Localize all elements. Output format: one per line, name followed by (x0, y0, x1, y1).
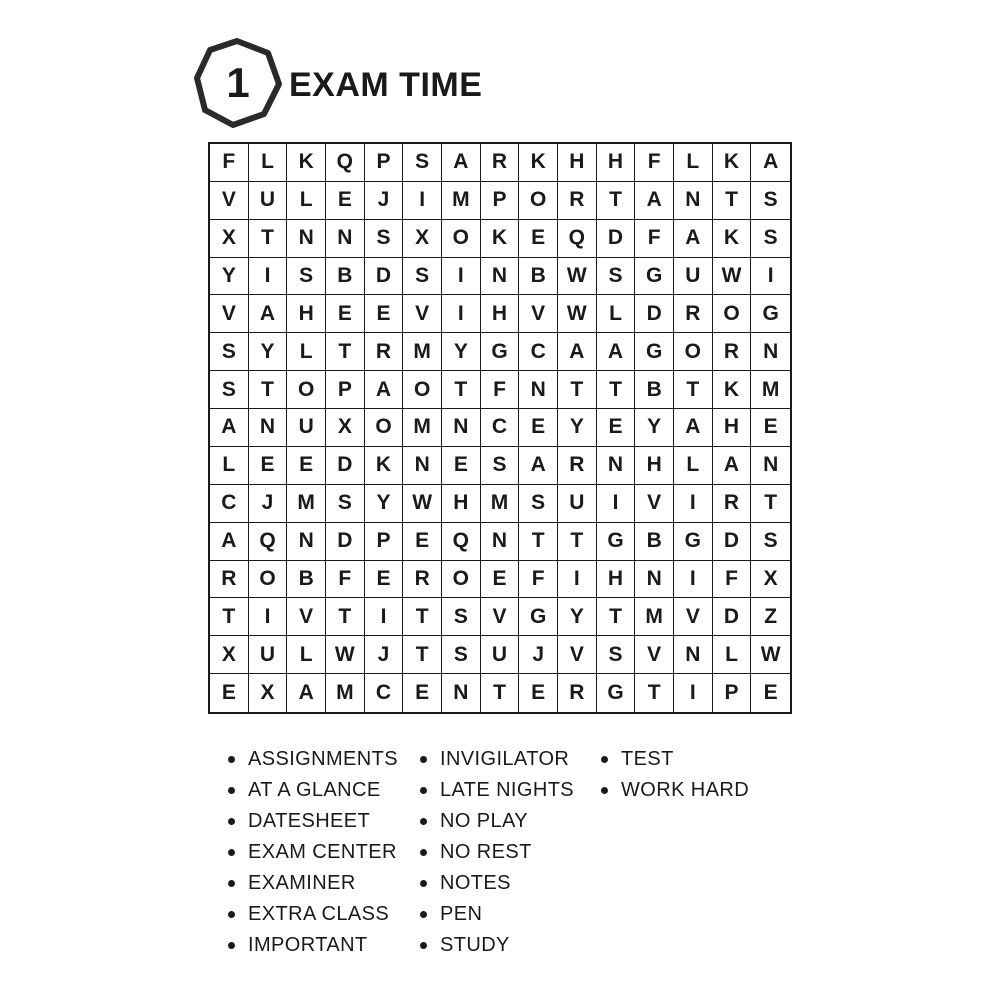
grid-cell[interactable]: S (210, 371, 249, 409)
grid-cell[interactable]: L (674, 144, 713, 182)
grid-cell[interactable]: E (365, 561, 404, 599)
word-label: IMPORTANT (248, 934, 368, 956)
grid-cell[interactable]: I (674, 485, 713, 523)
word-list-column-2 (420, 744, 574, 961)
grid-cell[interactable]: N (597, 447, 636, 485)
grid-cell[interactable]: R (558, 674, 597, 712)
grid-cell[interactable]: E (287, 447, 326, 485)
grid-cell[interactable]: D (713, 523, 752, 561)
grid-cell[interactable]: N (635, 561, 674, 599)
grid-cell[interactable]: O (674, 333, 713, 371)
word-list-item (420, 744, 574, 775)
grid-cell[interactable]: Y (558, 598, 597, 636)
bullet-icon (228, 942, 235, 949)
puzzle-number: 1 (226, 59, 250, 106)
grid-cell[interactable]: S (751, 220, 790, 258)
grid-cell[interactable]: T (751, 485, 790, 523)
grid-cell[interactable]: O (403, 371, 442, 409)
grid-cell[interactable]: U (674, 258, 713, 296)
word-label: ASSIGNMENTS (248, 748, 398, 770)
grid-cell[interactable]: W (558, 295, 597, 333)
grid-cell[interactable]: P (365, 523, 404, 561)
grid-cell[interactable]: G (635, 333, 674, 371)
grid-cell[interactable]: F (481, 371, 520, 409)
grid-cell[interactable]: K (713, 220, 752, 258)
grid-cell[interactable]: I (403, 182, 442, 220)
grid-cell[interactable]: P (365, 144, 404, 182)
grid-cell[interactable]: E (519, 674, 558, 712)
grid-cell[interactable]: H (597, 561, 636, 599)
grid-cell[interactable]: I (249, 598, 288, 636)
grid-cell[interactable]: B (635, 371, 674, 409)
grid-cell[interactable]: M (751, 371, 790, 409)
grid-cell[interactable]: E (403, 674, 442, 712)
grid-cell[interactable]: T (210, 598, 249, 636)
grid-cell[interactable]: A (558, 333, 597, 371)
word-list-item (420, 775, 574, 806)
grid-cell[interactable]: E (365, 295, 404, 333)
grid-cell[interactable]: A (597, 333, 636, 371)
grid-cell[interactable]: C (519, 333, 558, 371)
grid-cell[interactable]: B (635, 523, 674, 561)
grid-cell[interactable]: R (365, 333, 404, 371)
grid-cell[interactable]: I (674, 561, 713, 599)
puzzle-title: EXAM TIME (289, 66, 483, 104)
grid-cell[interactable]: U (287, 409, 326, 447)
grid-cell[interactable]: A (210, 523, 249, 561)
word-list-item (601, 775, 749, 806)
word-list-item (228, 744, 398, 775)
grid-cell[interactable]: S (287, 258, 326, 296)
grid-cell[interactable]: N (481, 523, 520, 561)
grid-cell[interactable]: T (249, 371, 288, 409)
grid-cell[interactable]: V (558, 636, 597, 674)
grid-cell[interactable]: L (287, 636, 326, 674)
grid-cell[interactable]: T (597, 598, 636, 636)
grid-cell[interactable]: O (287, 371, 326, 409)
grid-cell[interactable]: Y (635, 409, 674, 447)
grid-cell[interactable]: E (210, 674, 249, 712)
grid-cell[interactable]: R (558, 447, 597, 485)
word-label: TEST (621, 748, 674, 770)
grid-cell[interactable]: R (403, 561, 442, 599)
grid-cell[interactable]: T (674, 371, 713, 409)
word-label: LATE NIGHTS (440, 779, 575, 801)
grid-cell[interactable]: C (481, 409, 520, 447)
grid-cell[interactable]: V (287, 598, 326, 636)
grid-cell[interactable]: H (713, 409, 752, 447)
grid-cell[interactable]: A (249, 295, 288, 333)
grid-cell[interactable]: S (403, 258, 442, 296)
bullet-icon (420, 818, 427, 825)
grid-cell[interactable]: S (751, 523, 790, 561)
grid-cell[interactable]: T (519, 523, 558, 561)
grid-cell[interactable]: X (210, 636, 249, 674)
grid-cell[interactable]: A (635, 182, 674, 220)
grid-cell[interactable]: I (597, 485, 636, 523)
grid-cell[interactable]: O (442, 220, 481, 258)
bullet-icon (420, 787, 427, 794)
grid-cell[interactable]: S (751, 182, 790, 220)
grid-cell[interactable]: Q (442, 523, 481, 561)
bullet-icon (601, 787, 608, 794)
grid-cell[interactable]: T (403, 636, 442, 674)
bullet-icon (420, 880, 427, 887)
word-label: EXAM CENTER (248, 841, 397, 863)
word-list-item (420, 930, 574, 961)
grid-cell[interactable]: V (210, 182, 249, 220)
grid-cell[interactable]: N (249, 409, 288, 447)
grid-cell[interactable]: X (249, 674, 288, 712)
grid-cell[interactable]: C (210, 485, 249, 523)
word-list-item (228, 775, 398, 806)
grid-cell[interactable]: N (442, 674, 481, 712)
grid-cell[interactable]: J (365, 636, 404, 674)
grid-cell[interactable]: U (558, 485, 597, 523)
grid-cell[interactable]: S (481, 447, 520, 485)
grid-cell[interactable]: I (442, 258, 481, 296)
grid-cell[interactable]: M (287, 485, 326, 523)
word-list-column-3 (601, 744, 749, 806)
grid-cell[interactable]: A (674, 220, 713, 258)
grid-cell[interactable]: R (558, 182, 597, 220)
grid-cell[interactable]: T (713, 182, 752, 220)
puzzle-header (193, 38, 613, 128)
word-label: PEN (440, 903, 483, 925)
grid-cell[interactable]: M (403, 409, 442, 447)
grid-cell[interactable]: S (403, 144, 442, 182)
grid-cell[interactable]: E (249, 447, 288, 485)
grid-cell[interactable]: X (751, 561, 790, 599)
grid-cell[interactable]: T (597, 182, 636, 220)
grid-cell[interactable]: Y (442, 333, 481, 371)
grid-cell[interactable]: T (635, 674, 674, 712)
bullet-icon (420, 911, 427, 918)
grid-cell[interactable]: H (558, 144, 597, 182)
word-list-column-1 (228, 744, 398, 961)
word-list-item (228, 930, 398, 961)
grid-cell[interactable]: N (326, 220, 365, 258)
grid-cell[interactable]: F (519, 561, 558, 599)
word-list-item (228, 868, 398, 899)
grid-cell[interactable]: E (751, 409, 790, 447)
grid-cell[interactable]: Y (558, 409, 597, 447)
grid-cell[interactable]: G (519, 598, 558, 636)
grid-cell[interactable]: M (635, 598, 674, 636)
grid-cell[interactable]: S (519, 485, 558, 523)
grid-cell[interactable]: Z (751, 598, 790, 636)
grid-cell[interactable]: K (713, 144, 752, 182)
grid-cell[interactable]: G (751, 295, 790, 333)
grid-cell[interactable]: F (635, 220, 674, 258)
grid-cell[interactable]: H (481, 295, 520, 333)
word-label: STUDY (440, 934, 510, 956)
grid-cell[interactable]: N (442, 409, 481, 447)
word-label: EXTRA CLASS (248, 903, 390, 925)
puzzle-number-badge (193, 38, 283, 128)
grid-cell[interactable]: O (519, 182, 558, 220)
grid-cell[interactable]: N (674, 636, 713, 674)
grid-cell[interactable]: D (635, 295, 674, 333)
grid-cell[interactable]: F (210, 144, 249, 182)
grid-cell[interactable]: T (558, 523, 597, 561)
bullet-icon (228, 818, 235, 825)
grid-cell[interactable]: Q (326, 144, 365, 182)
word-list-item (228, 806, 398, 837)
grid-cell[interactable]: S (365, 220, 404, 258)
grid-cell[interactable]: R (713, 333, 752, 371)
grid-cell[interactable]: B (326, 258, 365, 296)
grid-cell[interactable]: T (326, 333, 365, 371)
grid-cell[interactable]: V (635, 485, 674, 523)
grid-cell[interactable]: A (287, 674, 326, 712)
word-label: NO PLAY (440, 810, 529, 832)
grid-cell[interactable]: G (674, 523, 713, 561)
grid-cell[interactable]: O (713, 295, 752, 333)
grid-cell[interactable]: E (326, 295, 365, 333)
word-label: WORK HARD (621, 779, 750, 801)
grid-cell[interactable]: Y (249, 333, 288, 371)
grid-cell[interactable]: X (210, 220, 249, 258)
grid-cell[interactable]: N (287, 220, 326, 258)
grid-cell[interactable]: A (674, 409, 713, 447)
grid-cell[interactable]: T (249, 220, 288, 258)
grid-cell[interactable]: S (597, 258, 636, 296)
bullet-icon (228, 756, 235, 763)
grid-cell[interactable]: N (403, 447, 442, 485)
grid-cell[interactable]: E (519, 409, 558, 447)
grid-cell[interactable]: K (287, 144, 326, 182)
word-label: NO REST (440, 841, 532, 863)
grid-cell[interactable]: X (403, 220, 442, 258)
grid-cell[interactable]: I (558, 561, 597, 599)
word-list-item (601, 744, 749, 775)
grid-cell[interactable]: G (597, 523, 636, 561)
grid-cell[interactable]: J (519, 636, 558, 674)
grid-cell[interactable]: T (597, 371, 636, 409)
bullet-icon (420, 849, 427, 856)
grid-cell[interactable]: M (326, 674, 365, 712)
grid-cell[interactable]: Y (210, 258, 249, 296)
grid-cell[interactable]: B (519, 258, 558, 296)
grid-cell[interactable]: P (481, 182, 520, 220)
grid-cell[interactable]: E (763, 681, 778, 705)
grid-cell[interactable]: L (597, 295, 636, 333)
grid-cell[interactable]: E (403, 523, 442, 561)
grid-cell[interactable]: F (713, 561, 752, 599)
grid-cell[interactable]: W (326, 636, 365, 674)
word-label: EXAMINER (248, 872, 356, 894)
grid-cell[interactable]: D (597, 220, 636, 258)
grid-cell[interactable]: T (326, 598, 365, 636)
word-list-item (420, 868, 574, 899)
word-list-item (420, 899, 574, 930)
grid-cell[interactable]: A (442, 144, 481, 182)
grid-cell[interactable]: H (597, 144, 636, 182)
grid-cell[interactable]: H (287, 295, 326, 333)
grid-cell[interactable]: G (481, 333, 520, 371)
grid-cell[interactable]: F (635, 144, 674, 182)
grid-cell[interactable]: Q (558, 220, 597, 258)
grid-cell[interactable]: R (210, 561, 249, 599)
grid-cell[interactable]: L (287, 333, 326, 371)
bullet-icon (228, 849, 235, 856)
grid-cell[interactable]: V (210, 295, 249, 333)
grid-cell[interactable]: E (597, 409, 636, 447)
grid-cell[interactable]: R (713, 485, 752, 523)
grid-cell[interactable]: S (210, 333, 249, 371)
grid-cell[interactable]: O (442, 561, 481, 599)
word-label: INVIGILATOR (440, 748, 570, 770)
grid-cell[interactable]: K (519, 144, 558, 182)
grid-cell[interactable]: L (249, 144, 288, 182)
grid-cell[interactable]: D (326, 523, 365, 561)
grid-cell[interactable]: P (713, 674, 752, 712)
grid-cell[interactable]: N (519, 371, 558, 409)
word-list-item (228, 899, 398, 930)
grid-cell[interactable]: G (635, 258, 674, 296)
grid-cell[interactable]: S (442, 598, 481, 636)
grid-cell[interactable]: N (287, 523, 326, 561)
word-search-grid (208, 142, 792, 714)
grid-cell[interactable]: D (713, 598, 752, 636)
grid-cell[interactable]: A (210, 409, 249, 447)
grid-cell[interactable]: S (326, 485, 365, 523)
grid-cell[interactable]: T (403, 598, 442, 636)
grid-cell[interactable]: N (751, 333, 790, 371)
grid-cell[interactable]: J (249, 485, 288, 523)
grid-cell[interactable]: N (481, 258, 520, 296)
grid-cell[interactable]: W (713, 258, 752, 296)
grid-cell[interactable]: V (519, 295, 558, 333)
grid-cell[interactable]: A (713, 447, 752, 485)
grid-cell[interactable]: V (674, 598, 713, 636)
grid-cell[interactable]: K (365, 447, 404, 485)
grid-cell[interactable]: L (713, 636, 752, 674)
grid-cell[interactable]: D (365, 258, 404, 296)
grid-cell[interactable]: J (365, 182, 404, 220)
grid-cell[interactable]: L (210, 447, 249, 485)
grid-cell[interactable]: A (751, 144, 790, 182)
grid-cell[interactable]: O (249, 561, 288, 599)
grid-cell[interactable]: M (403, 333, 442, 371)
word-list-item (420, 837, 574, 868)
grid-cell[interactable]: G (597, 674, 636, 712)
grid-cell[interactable]: X (326, 409, 365, 447)
grid-cell[interactable]: F (326, 561, 365, 599)
word-list-item (420, 806, 574, 837)
grid-cell[interactable]: N (674, 182, 713, 220)
grid-cell[interactable]: T (481, 674, 520, 712)
grid-cell[interactable]: V (635, 636, 674, 674)
grid-cell[interactable]: A (519, 447, 558, 485)
grid-cell[interactable]: I (365, 598, 404, 636)
bullet-icon (228, 911, 235, 918)
grid-cell[interactable]: K (713, 371, 752, 409)
bullet-icon (601, 756, 608, 763)
grid-cell[interactable]: E (442, 447, 481, 485)
bullet-icon (420, 756, 427, 763)
grid-cell[interactable]: N (751, 447, 790, 485)
grid-cell[interactable]: E (481, 561, 520, 599)
grid-cell[interactable]: Q (249, 523, 288, 561)
bullet-icon (228, 880, 235, 887)
grid-cell[interactable]: O (365, 409, 404, 447)
grid-cell[interactable]: V (403, 295, 442, 333)
grid-cell[interactable]: E (519, 220, 558, 258)
bullet-icon (228, 787, 235, 794)
grid-cell[interactable]: T (558, 371, 597, 409)
grid-cell[interactable]: L (287, 182, 326, 220)
grid-cell[interactable]: W (403, 485, 442, 523)
grid-cell[interactable]: I (249, 258, 288, 296)
grid-cell[interactable]: E (326, 182, 365, 220)
grid-cell[interactable]: I (674, 674, 713, 712)
grid-cell[interactable]: R (481, 144, 520, 182)
grid-cell[interactable]: H (635, 447, 674, 485)
grid-cell[interactable]: W (751, 636, 790, 674)
grid-cell[interactable]: M (442, 182, 481, 220)
grid-cell[interactable]: K (481, 220, 520, 258)
grid-cell[interactable]: A (365, 371, 404, 409)
word-list-item (228, 837, 398, 868)
grid-cell[interactable]: D (326, 447, 365, 485)
grid-cell[interactable]: S (442, 636, 481, 674)
grid-cell[interactable]: U (249, 636, 288, 674)
grid-cell[interactable]: W (558, 258, 597, 296)
grid-cell[interactable]: L (674, 447, 713, 485)
word-label: DATESHEET (248, 810, 371, 832)
word-label: NOTES (440, 872, 511, 894)
grid-cell[interactable]: V (481, 598, 520, 636)
grid-cell[interactable]: T (442, 371, 481, 409)
word-label: AT A GLANCE (248, 779, 381, 801)
grid-cell[interactable]: I (442, 295, 481, 333)
grid-cell[interactable]: C (365, 674, 404, 712)
grid-cell[interactable]: M (481, 485, 520, 523)
bullet-icon (420, 942, 427, 949)
grid-cell[interactable]: S (597, 636, 636, 674)
grid-cell[interactable]: H (442, 485, 481, 523)
grid-cell[interactable]: U (481, 636, 520, 674)
grid-cell[interactable]: Y (365, 485, 404, 523)
grid-cell[interactable]: B (287, 561, 326, 599)
grid-cell[interactable]: I (751, 258, 790, 296)
grid-cell[interactable]: P (326, 371, 365, 409)
grid-cell[interactable]: R (674, 295, 713, 333)
grid-cell[interactable]: U (249, 182, 288, 220)
